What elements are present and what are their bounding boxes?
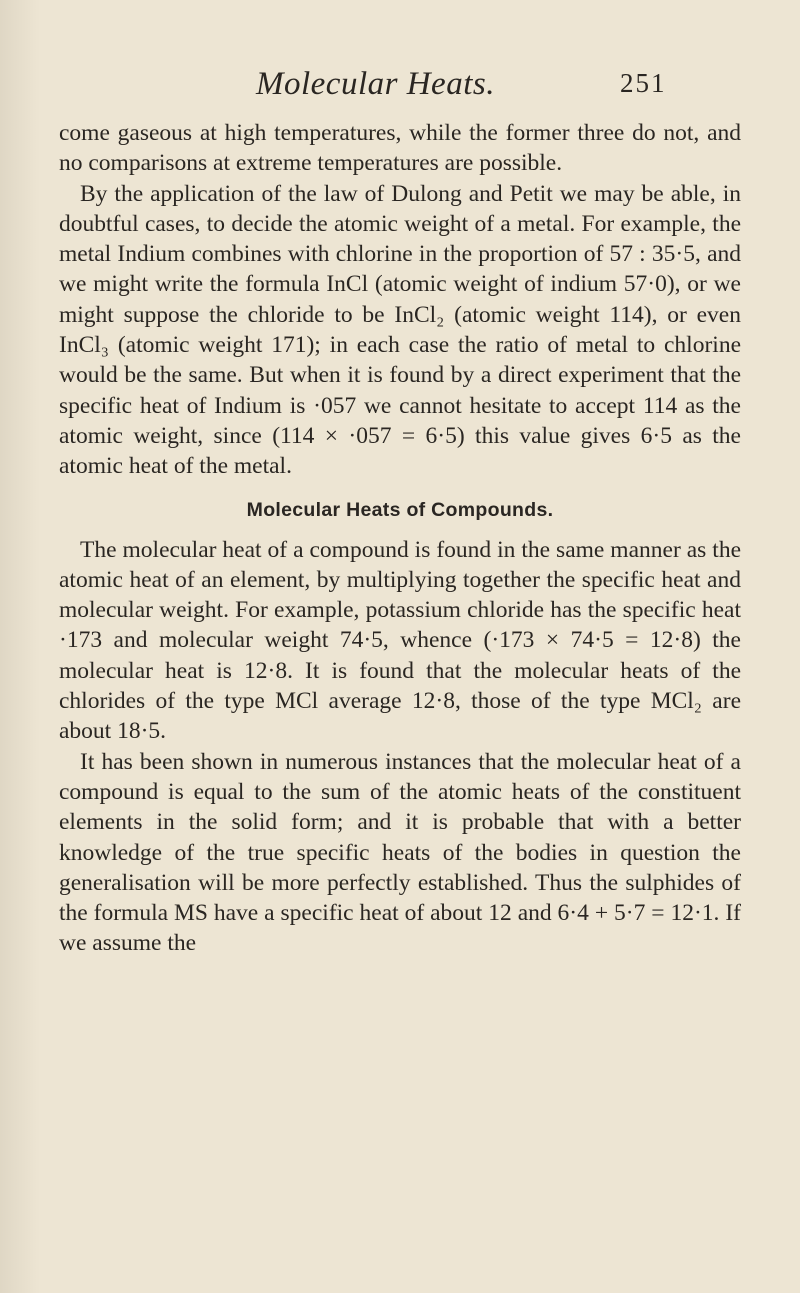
running-title: Molecular Heats. — [256, 66, 495, 102]
paragraph-continuation: come gaseous at high temperatures, while the former three do not, and no comparisons at extreme temperatures are possible. — [59, 120, 741, 177]
body-text — [59, 118, 741, 959]
paragraph-molecular-heat: The molecular heat of a compound is found in the same manner as the atomic heat of an element, by multiplying together the specific heat and molecular weight. For example, potassium chloride has the specific heat ·173 and molecular weight 74·5, whence (·173 × 74·5 = 12·8) the molecular heat is 12·8. It is found that the molecular heats of the chlorides of the type MCl average 12·8, those of the type MCl₂ are about 18·5. — [59, 536, 741, 745]
paragraph-dulong-petit: By the application of the law of Dulong and Petit we may be able, in doubtful cases, to decide the atomic weight of a metal. For example, the metal Indium combines with chlorine in the proportion of 57 : 35·5, and we might write the formula InCl (atomic weight of indium 57·0), or we might suppose the chloride to be InCl₂ (atomic weight 114), or even InCl₃ (atomic weight 171); in each case the ratio of metal to chlorine would be the same. But when it is found by a direct experiment that the specific heat of Indium is ·057 we cannot hesitate to accept 114 as the atomic weight, since (114 × ·057 = 6·5) this value gives 6·5 as the atomic heat of the metal. — [59, 180, 741, 480]
page-edge-shadow — [0, 0, 40, 1293]
section-heading: Molecular Heats of Compounds. — [246, 498, 554, 521]
paragraph-generalisation: It has been shown in numerous instances that the molecular heat of a compound is equal to the sum of the atomic heats of the constituent elements in the solid form; and it is probable that with a better knowledge of the true specific heats of the bodies in question the generalisation will be more perfectly established. Thus the sulphides of the formula MS have a specific heat of about 12 and 6·4 + 5·7 = 12·1. If we assume the — [59, 748, 741, 957]
running-head — [0, 66, 800, 106]
page-number: 251 — [620, 68, 667, 98]
